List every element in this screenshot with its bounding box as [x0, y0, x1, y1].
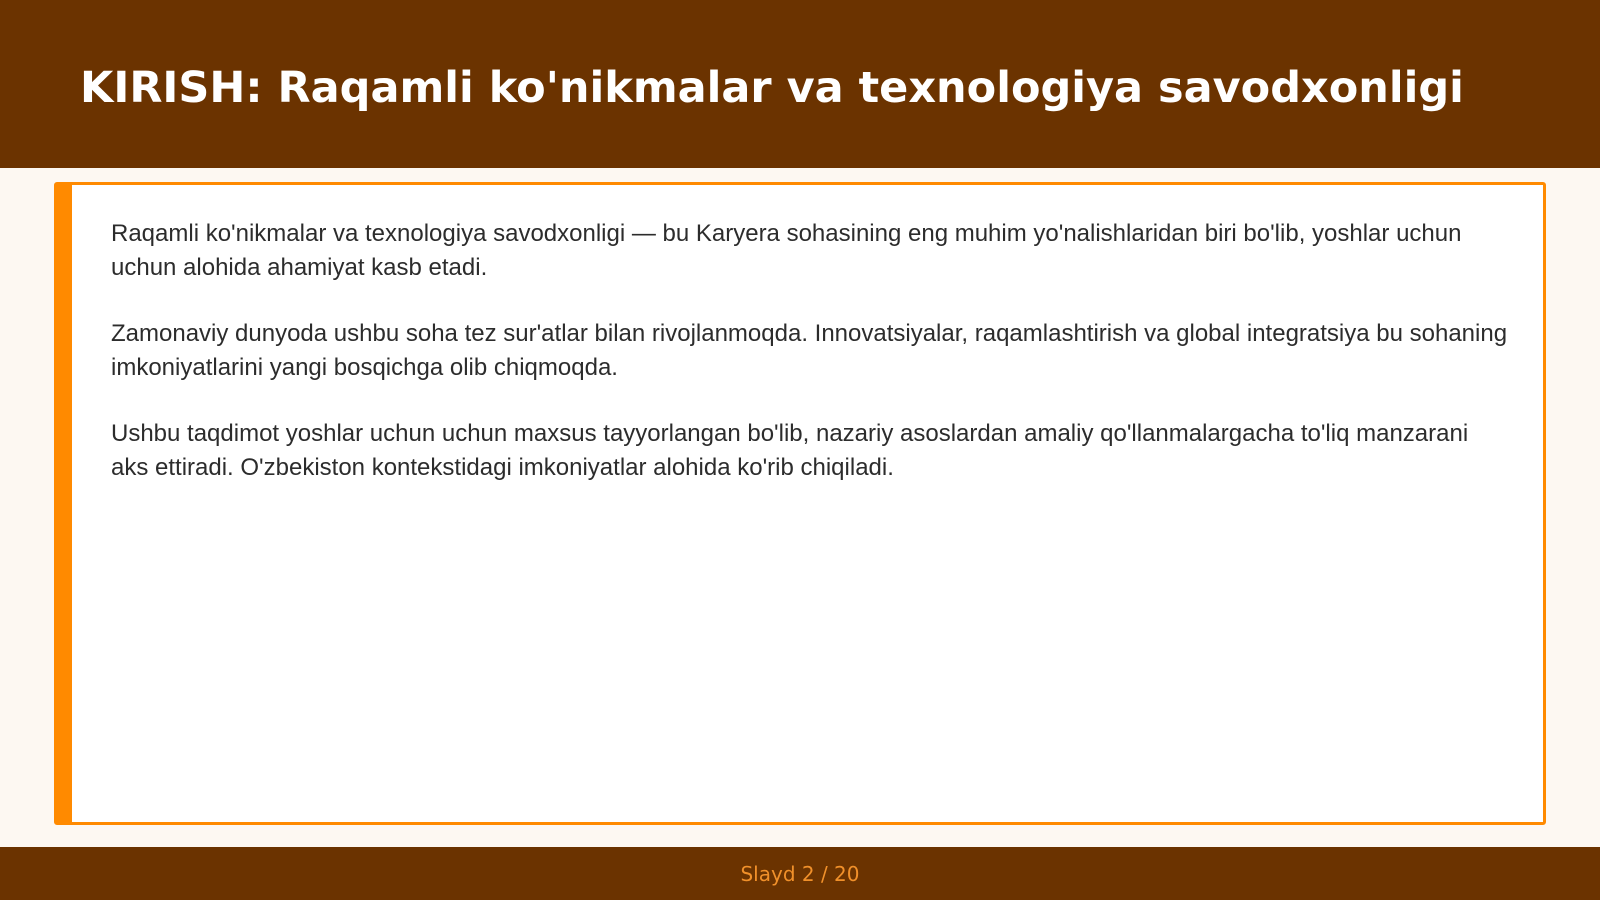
content-paragraph-1: Raqamli ko'nikmalar va texnologiya savodxonligi — bu Karyera sohasining eng muhim yo'nalishlaridan biri bo'lib, yoshlar uchun uchun alohida ahamiyat kasb etadi.: [111, 220, 1462, 281]
slide-counter: Slayd 2 / 20: [740, 862, 860, 886]
content-paragraph-3: Ushbu taqdimot yoshlar uchun uchun maxsus tayyorlangan bo'lib, nazariy asoslardan amaliy qo'llanmalargacha to'liq manzarani aks ettiradi. O'zbekiston kontekstidagi imkoniyatlar alohida ko'rib chiqiladi.: [111, 420, 1469, 481]
content-paragraph-2: Zamonaviy dunyoda ushbu soha tez sur'atlar bilan rivojlanmoqda. Innovatsiyalar, raqamlashtirish va global integratsiya bu sohaning imkoniyatlarini yangi bosqichga olib chiqmoqda.: [111, 320, 1508, 381]
content-panel: [54, 182, 1546, 825]
slide-title: KIRISH: Raqamli ko'nikmalar va texnologiya savodxonligi: [80, 63, 1464, 113]
slide-footer: [0, 847, 1600, 900]
slide-header: [0, 0, 1600, 168]
